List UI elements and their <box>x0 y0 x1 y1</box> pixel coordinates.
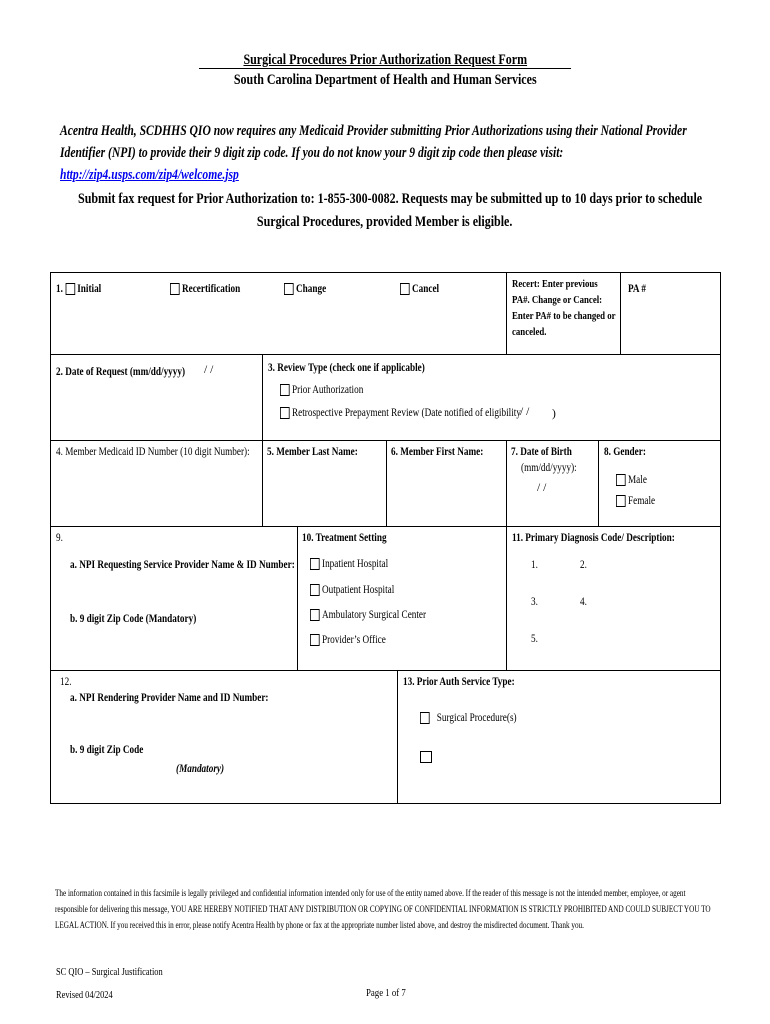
office-checkbox[interactable] <box>310 634 320 646</box>
date-of-request-label: 2. Date of Request (mm/dd/yyyy) <box>56 366 186 378</box>
prior-auth-checkbox[interactable] <box>280 384 290 396</box>
pa-number-label: PA # <box>628 283 646 295</box>
surgical-label: Surgical Procedure(s) <box>436 712 517 724</box>
intro-paragraph <box>60 120 722 186</box>
diagnosis-4[interactable]: 4. <box>580 596 587 608</box>
dob-format: (mm/dd/yyyy): <box>521 462 577 474</box>
outpatient-label: Outpatient Hospital <box>322 584 395 596</box>
fax-instructions: Submit fax request for Prior Authorization to: 1-855-300-0082. Requests may be submitted up to 10 days prior to schedule Surgical Procedures, provided Member is eligible. <box>78 191 703 230</box>
inpatient-checkbox[interactable] <box>310 558 320 570</box>
recert-option <box>170 283 258 295</box>
cancel-checkbox[interactable] <box>400 283 410 295</box>
diagnosis-5[interactable]: 5. <box>531 633 538 645</box>
section-12-number: 12. <box>60 676 72 688</box>
section-9-number: 9. <box>56 532 63 544</box>
female-checkbox[interactable] <box>616 495 626 507</box>
inpatient-label: Inpatient Hospital <box>322 558 389 570</box>
male-checkbox[interactable] <box>616 474 626 486</box>
cancel-label: Cancel <box>412 283 440 295</box>
service-type-label: 13. Prior Auth Service Type: <box>403 676 515 688</box>
row1-checkboxes <box>56 283 113 295</box>
recert-note: Recert: Enter previous PA#. Change or Cancel: Enter PA# to be changed or canceled. <box>512 278 616 338</box>
outpatient-checkbox[interactable] <box>310 584 320 596</box>
npi-requesting-label: a. NPI Requesting Service Provider Name & ID Number: <box>70 559 295 571</box>
ambulatory-option <box>310 609 455 621</box>
retro-close-paren: ) <box>552 408 556 420</box>
other-service-checkbox[interactable] <box>420 751 432 763</box>
cancel-option <box>400 283 449 295</box>
date-of-request-field[interactable]: / / <box>204 364 214 376</box>
dob-label: 7. Date of Birth <box>511 446 572 458</box>
confidentiality-notice: The information contained in this facsimile is legally privileged and confidential information intended only for use of the entity named above. If the reader of this message is not the intended member, employee, or agent responsible for delivering this message, YOU ARE HEREBY NOTIFIED THAT ANY DISTRIBUTION OR COPYING OF CONFIDENTIAL INFORMATION IS STRICTLY PROHIBITED AND COULD SUBJECT YOU TO LEGAL ACTION. If you received this in error, please notify Acentra Health by phone or fax at the appropriate number listed above, and destroy the misdirected document. Thank you. <box>55 888 711 930</box>
retro-checkbox[interactable] <box>280 407 290 419</box>
recert-checkbox[interactable] <box>170 283 180 295</box>
change-label: Change <box>296 283 327 295</box>
form-title: Surgical Procedures Prior Authorization Request Form <box>243 52 527 68</box>
office-option <box>310 634 405 646</box>
change-option <box>284 283 337 295</box>
requesting-zip-label: b. 9 digit Zip Code (Mandatory) <box>70 613 197 625</box>
office-label: Provider’s Office <box>322 634 386 646</box>
other-service-option <box>420 751 435 763</box>
member-id-label: 4. Member Medicaid ID Number (10 digit Number): <box>56 446 250 458</box>
change-checkbox[interactable] <box>284 283 294 295</box>
female-label: Female <box>628 495 656 507</box>
male-label: Male <box>628 474 647 486</box>
ambulatory-label: Ambulatory Surgical Center <box>322 609 427 621</box>
retro-option <box>280 407 581 419</box>
diagnosis-label: 11. Primary Diagnosis Code/ Description: <box>512 532 675 544</box>
member-last-name-label: 5. Member Last Name: <box>267 446 358 458</box>
diagnosis-3[interactable]: 3. <box>531 596 538 608</box>
form-subtitle: South Carolina Department of Health and Human Services <box>233 72 537 88</box>
initial-checkbox[interactable] <box>65 283 75 295</box>
diagnosis-1[interactable]: 1. <box>531 559 538 571</box>
retro-date-field[interactable]: / / <box>520 406 530 418</box>
review-type-label: 3. Review Type (check one if applicable) <box>268 362 425 374</box>
diagnosis-2[interactable]: 2. <box>580 559 587 571</box>
dob-field[interactable]: / / <box>537 482 547 494</box>
treatment-setting-label: 10. Treatment Setting <box>302 532 387 544</box>
prior-auth-label: Prior Authorization <box>292 384 364 396</box>
gender-label: 8. Gender: <box>604 446 646 458</box>
surgical-option <box>420 712 541 724</box>
retro-label: Retrospective Prepayment Review (Date notified of eligibility <box>292 407 521 419</box>
member-first-name-label: 6. Member First Name: <box>391 446 484 458</box>
outpatient-option <box>310 584 415 596</box>
rendering-zip-label: b. 9 digit Zip Code <box>70 744 144 756</box>
zip-lookup-link[interactable]: http://zip4.usps.com/zip4/welcome.jsp <box>60 167 239 183</box>
male-option <box>616 474 655 486</box>
row1-number: 1. <box>56 283 63 295</box>
npi-rendering-label: a. NPI Rendering Provider Name and ID Number: <box>70 692 269 704</box>
inpatient-option <box>310 558 408 570</box>
page-number: Page 1 of 7 <box>366 987 406 999</box>
female-option <box>616 495 665 507</box>
prior-auth-option <box>280 384 384 396</box>
rendering-zip-mandatory: (Mandatory) <box>176 763 225 775</box>
recert-label: Recertification <box>182 283 241 295</box>
surgical-checkbox[interactable] <box>420 712 430 724</box>
initial-label: Initial <box>77 283 102 295</box>
document-name: SC QIO – Surgical Justification <box>56 967 163 978</box>
title-underline <box>199 68 571 69</box>
revision-date: Revised 04/2024 <box>56 990 113 1001</box>
intro-text: Acentra Health, SCDHHS QIO now requires any Medicaid Provider submitting Prior Authorizations using their National Provider Identifier (NPI) to provide their 9 digit zip code. If you do not know your 9 digit zip code then please visit: <box>60 123 687 161</box>
ambulatory-checkbox[interactable] <box>310 609 320 621</box>
